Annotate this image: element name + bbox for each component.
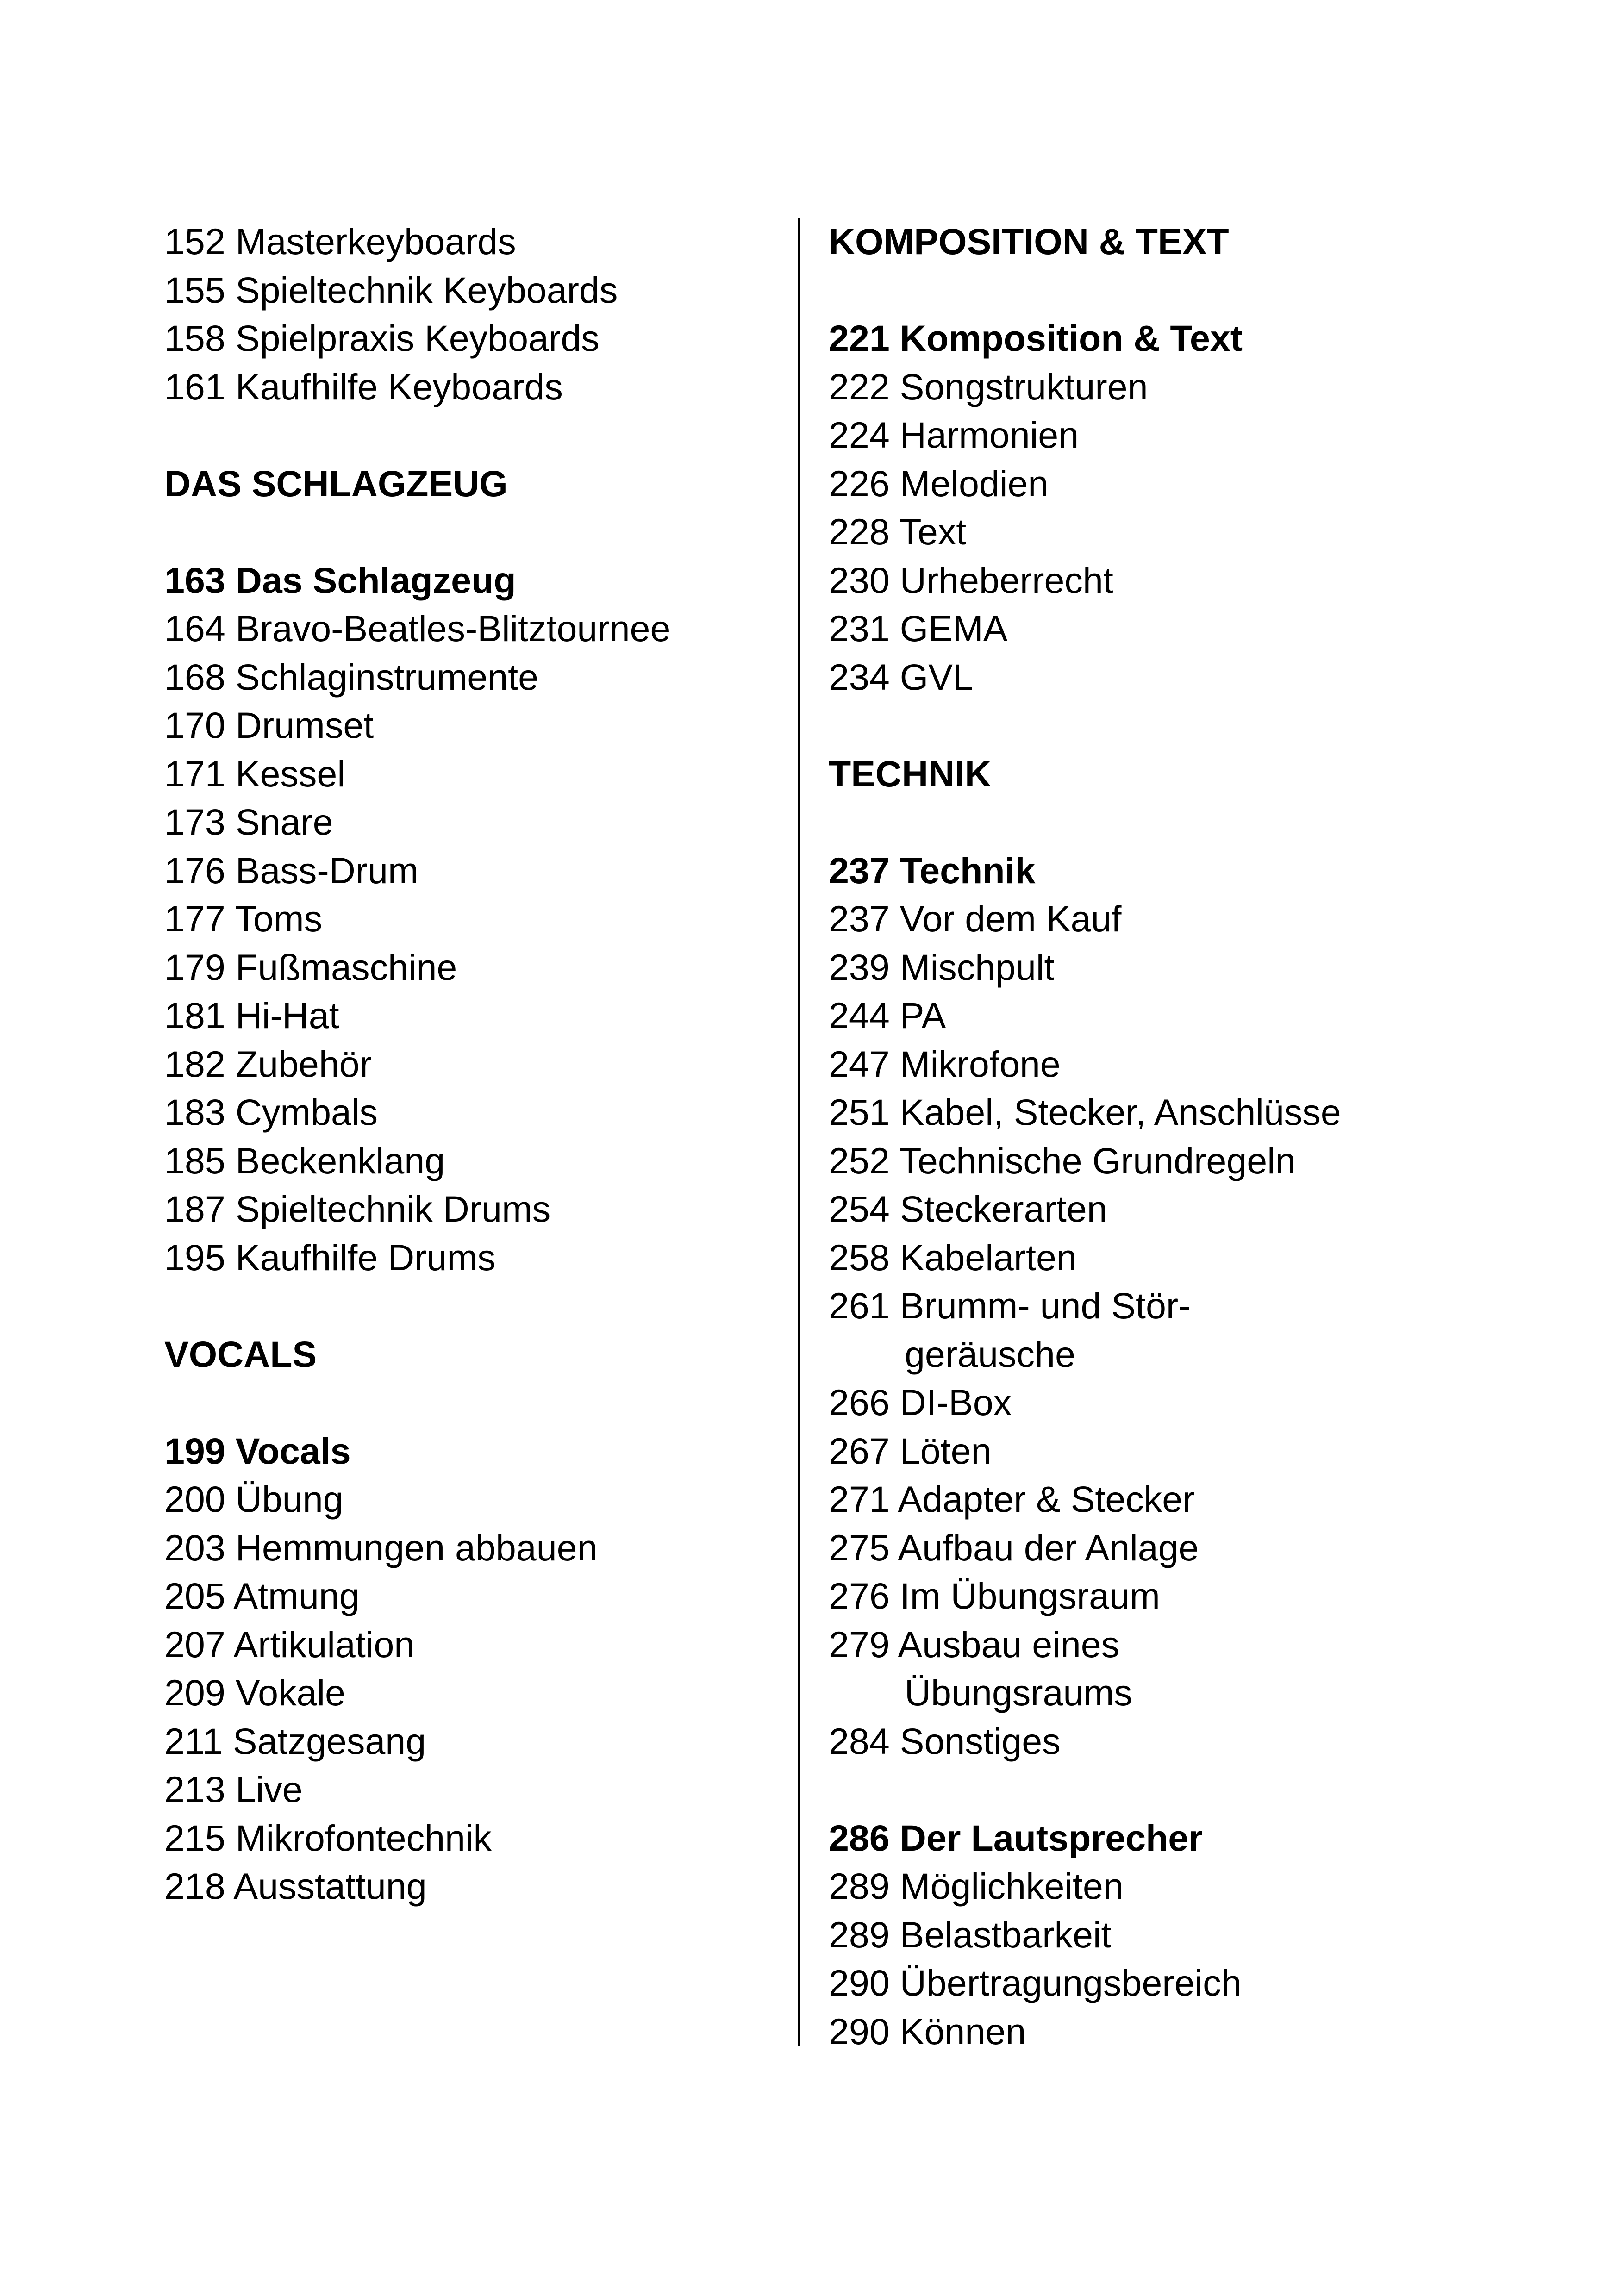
- toc-entry: 239 Mischpult: [829, 946, 1055, 988]
- section-heading-komposition: KOMPOSITION & TEXT: [829, 221, 1229, 262]
- toc-entry: 182 Zubehör: [164, 1043, 372, 1085]
- toc-entry: 289 Belastbarkeit: [829, 1914, 1112, 1955]
- toc-chapter-entry: 221 Komposition & Text: [829, 318, 1243, 359]
- toc-entry: 230 Urheberrecht: [829, 559, 1113, 601]
- column-divider: [798, 218, 800, 2046]
- section-heading-schlagzeug: DAS SCHLAGZEUG: [164, 462, 508, 504]
- toc-entry: 155 Spieltechnik Keyboards: [164, 269, 618, 311]
- toc-entry: 183 Cymbals: [164, 1091, 378, 1133]
- toc-entry: 226 Melodien: [829, 462, 1049, 504]
- toc-entry: 200 Übung: [164, 1478, 344, 1520]
- toc-entry: 258 Kabelarten: [829, 1236, 1077, 1278]
- toc-entry-continuation: geräusche: [905, 1333, 1075, 1375]
- toc-entry: 203 Hemmungen abbauen: [164, 1527, 598, 1568]
- toc-entry: 176 Bass-Drum: [164, 849, 418, 891]
- toc-entry: 170 Drumset: [164, 705, 374, 746]
- toc-entry: 158 Spielpraxis Keyboards: [164, 318, 600, 359]
- section-heading-vocals: VOCALS: [164, 1333, 317, 1375]
- toc-entry: 205 Atmung: [164, 1575, 360, 1616]
- toc-entry: 234 GVL: [829, 656, 973, 698]
- section-heading-technik: TECHNIK: [829, 753, 992, 794]
- toc-entry: 237 Vor dem Kauf: [829, 898, 1122, 939]
- toc-entry: 213 Live: [164, 1769, 303, 1810]
- toc-entry: 222 Songstrukturen: [829, 366, 1148, 407]
- toc-chapter-entry: 237 Technik: [829, 849, 1036, 891]
- toc-entry: 207 Artikulation: [164, 1623, 415, 1665]
- toc-entry: 209 Vokale: [164, 1672, 345, 1713]
- toc-entry: 289 Möglichkeiten: [829, 1865, 1124, 1907]
- toc-entry: 252 Technische Grundregeln: [829, 1140, 1296, 1181]
- toc-entry: 152 Masterkeyboards: [164, 221, 516, 262]
- toc-entry: 195 Kaufhilfe Drums: [164, 1236, 496, 1278]
- toc-entry: 181 Hi-Hat: [164, 995, 339, 1036]
- toc-entry: 271 Adapter & Stecker: [829, 1478, 1195, 1520]
- toc-entry: 215 Mikrofontechnik: [164, 1817, 492, 1858]
- toc-entry: 276 Im Übungsraum: [829, 1575, 1160, 1616]
- toc-entry: 211 Satzgesang: [164, 1720, 426, 1762]
- toc-entry: 284 Sonstiges: [829, 1720, 1061, 1762]
- toc-entry: 261 Brumm- und Stör-: [829, 1285, 1191, 1326]
- toc-entry: 161 Kaufhilfe Keyboards: [164, 366, 563, 407]
- toc-entry: 251 Kabel, Stecker, Anschlüsse: [829, 1091, 1341, 1133]
- toc-left-column: [164, 218, 766, 1911]
- toc-entry: 228 Text: [829, 511, 967, 552]
- toc-entry: 290 Können: [829, 2010, 1026, 2052]
- toc-entry: 279 Ausbau eines: [829, 1623, 1120, 1665]
- toc-entry: 171 Kessel: [164, 753, 345, 794]
- toc-chapter-entry: 163 Das Schlagzeug: [164, 559, 516, 601]
- toc-entry: 173 Snare: [164, 801, 333, 842]
- toc-entry: 168 Schlaginstrumente: [164, 656, 539, 698]
- toc-entry: 179 Fußmaschine: [164, 946, 457, 988]
- toc-entry: 254 Steckerarten: [829, 1188, 1107, 1229]
- toc-entry: 231 GEMA: [829, 608, 1008, 649]
- toc-entry-continuation: Übungsraums: [905, 1672, 1132, 1713]
- toc-entry: 247 Mikrofone: [829, 1043, 1061, 1085]
- toc-entry: 275 Aufbau der Anlage: [829, 1527, 1199, 1568]
- toc-chapter-entry: 286 Der Lautsprecher: [829, 1817, 1203, 1858]
- toc-entry: 266 DI-Box: [829, 1382, 1012, 1423]
- toc-entry: 267 Löten: [829, 1430, 992, 1472]
- toc-entry: 244 PA: [829, 995, 946, 1036]
- toc-entry: 218 Ausstattung: [164, 1865, 427, 1907]
- toc-entry: 177 Toms: [164, 898, 323, 939]
- toc-entry: 164 Bravo-Beatles-Blitztournee: [164, 608, 671, 649]
- toc-chapter-entry: 199 Vocals: [164, 1430, 351, 1472]
- toc-entry: 290 Übertragungsbereich: [829, 1962, 1242, 2003]
- toc-right-column: [829, 218, 1523, 2056]
- toc-entry: 224 Harmonien: [829, 414, 1079, 455]
- toc-entry: 185 Beckenklang: [164, 1140, 445, 1181]
- toc-entry: 187 Spieltechnik Drums: [164, 1188, 551, 1229]
